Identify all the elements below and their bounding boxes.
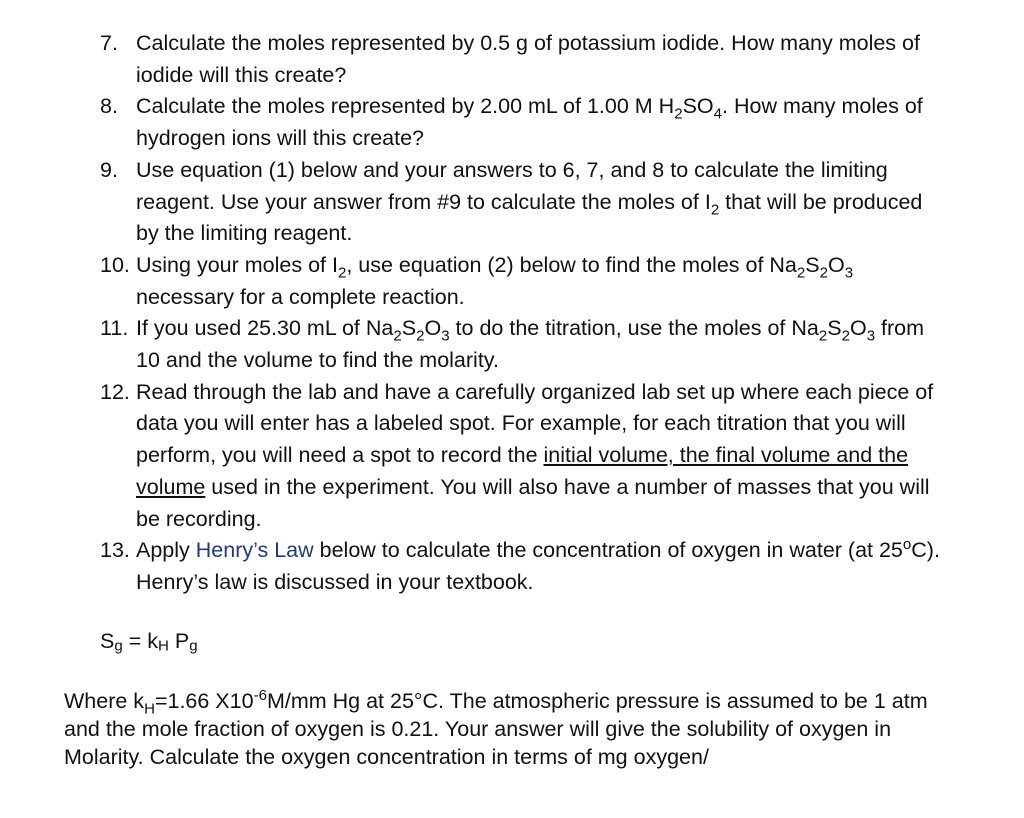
question-number: 9. bbox=[100, 157, 118, 182]
henrys-law-link[interactable]: Henry’s Law bbox=[195, 538, 314, 563]
question-number: 12. bbox=[100, 379, 130, 404]
question-9 bbox=[100, 155, 940, 250]
explanation-paragraph: Where $k_H=1.66$ $X10^{-6}M/mm$ Hg at 25°C. The atmospheric pressure is assumed to be 1 atm and the mole fraction of oxygen is 0.21. Your answer will give the solubility of oxygen in Molarity. Calculate the oxygen concentration in terms of mg oxygen/ bbox=[64, 686, 928, 770]
question-text: Apply Henry’s Law below to calculate the concentration of oxygen in water (at 25$^o$C). Henry’s law is discussed in your textbook. bbox=[136, 536, 940, 594]
question-7 bbox=[100, 28, 940, 91]
question-11 bbox=[100, 313, 940, 376]
question-text: Use equation (1) below and your answers to 6, 7, and 8 to calculate the limiting reagent. Use your answer from #9 to calculate the moles of $I_2$ that will be produced by the limiting reagent. bbox=[136, 157, 923, 246]
question-13 bbox=[100, 535, 940, 598]
question-text: If you used 25.30 mL of $Na_2S_2O_3$ to do the titration, use the moles of $Na_2S_2O_3$ from 10 and the volume to find the molarity. bbox=[136, 316, 925, 373]
question-8 bbox=[100, 91, 940, 154]
question-12 bbox=[100, 377, 940, 536]
question-number: 10. bbox=[100, 252, 130, 277]
question-text: Calculate the moles represented by 2.00 mL of 1.00 M $H_2SO_4$. How many moles of hydrogen ions will this create? bbox=[136, 94, 923, 151]
question-number: 7. bbox=[100, 31, 118, 55]
question-number: 11. bbox=[100, 316, 129, 341]
underlined-phrase: initial volume, the final volume and the volume bbox=[136, 443, 909, 499]
question-10 bbox=[100, 250, 940, 313]
question-number: 13. bbox=[100, 538, 130, 563]
question-number: 8. bbox=[100, 94, 118, 119]
question-text: Using your moles of $I_2$, use equation (2) below to find the moles of $Na_2S_2O_3$ necessary for a complete reaction. bbox=[136, 252, 854, 309]
question-text: Read through the lab and have a carefully organized lab set up where each piece of data you will enter has a labeled spot. For example, for each titration that you will perform, you will need a spot to record the initial volume, the final volume and the volume used in the experiment. You will also have a number of masses that you will be recording. bbox=[136, 379, 934, 531]
henrys-law-formula: $S_g = k_H$ $P_g$ bbox=[100, 629, 198, 655]
question-text: Calculate the moles represented by 0.5 g of potassium iodide. How many moles of iodide will this create? bbox=[136, 31, 920, 87]
question-list bbox=[100, 28, 940, 599]
